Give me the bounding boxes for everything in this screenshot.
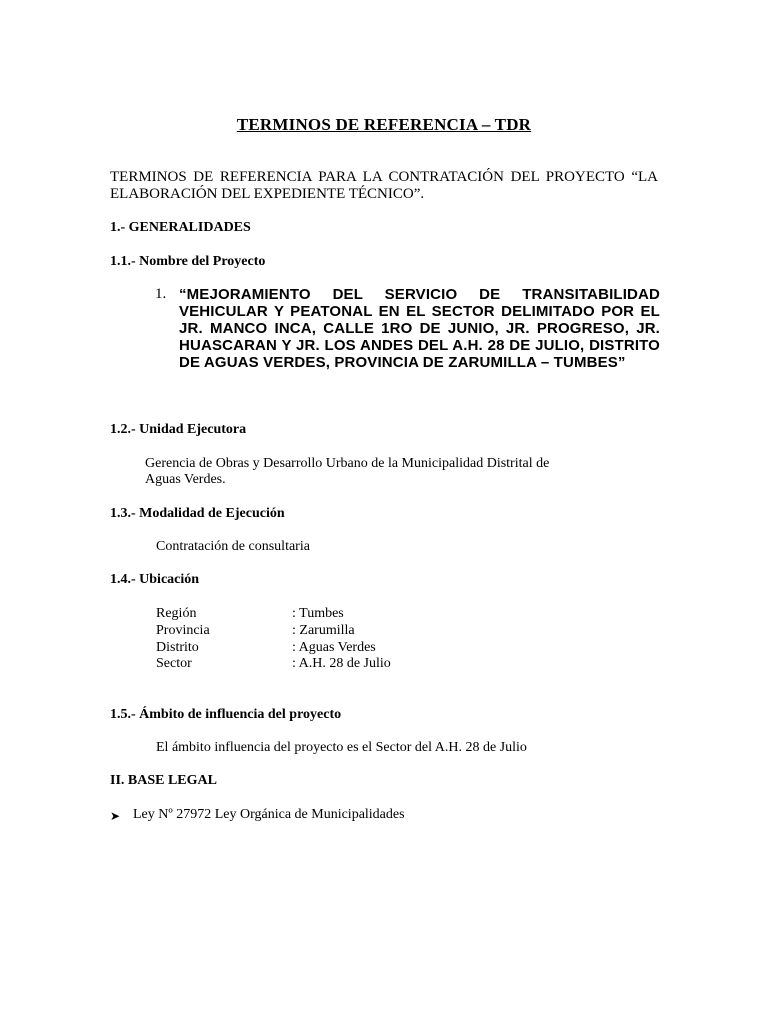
section-heading-generalidades: 1.- GENERALIDADES — [110, 220, 251, 235]
page-title: TERMINOS DE REFERENCIA – TDR — [236, 115, 532, 134]
ubicacion-value: : Zarumilla — [292, 623, 355, 638]
ubicacion-row-distrito — [156, 640, 556, 656]
ubicacion-value: : Aguas Verdes — [292, 640, 376, 655]
section-heading-modalidad: 1.3.- Modalidad de Ejecución — [110, 506, 285, 521]
intro-paragraph: TERMINOS DE REFERENCIA PARA LA CONTRATACIÓN DEL PROYECTO “LA ELABORACIÓN DEL EXPEDIENTE TÉCNICO”. — [110, 169, 658, 202]
unidad-ejecutora-line-2: Aguas Verdes. — [145, 472, 226, 487]
arrowhead-bullet-icon: ➤ — [110, 809, 121, 823]
section-heading-ambito: 1.5.- Ámbito de influencia del proyecto — [110, 707, 342, 722]
ubicacion-row-provincia — [156, 623, 556, 639]
base-legal-item: Ley Nº 27972 Ley Orgánica de Municipalidades — [133, 807, 405, 822]
modalidad-text: Contratación de consultaria — [156, 539, 310, 554]
ubicacion-key: Provincia — [156, 623, 210, 638]
ubicacion-value: : Tumbes — [292, 606, 344, 621]
ubicacion-row-region — [156, 606, 556, 622]
section-heading-base-legal: II. BASE LEGAL — [110, 773, 217, 788]
ubicacion-key: Distrito — [156, 640, 199, 655]
ambito-text: El ámbito influencia del proyecto es el Sector del A.H. 28 de Julio — [156, 740, 527, 755]
section-heading-ubicacion: 1.4.- Ubicación — [110, 572, 200, 587]
unidad-ejecutora-line-1: Gerencia de Obras y Desarrollo Urbano de la Municipalidad Distrital de — [145, 456, 550, 471]
ubicacion-key: Región — [156, 606, 197, 621]
list-item-number: 1. — [155, 286, 167, 302]
ubicacion-key: Sector — [156, 656, 192, 671]
section-heading-unidad-ejecutora: 1.2.- Unidad Ejecutora — [110, 422, 247, 437]
project-name: “MEJORAMIENTO DEL SERVICIO DE TRANSITABILIDAD VEHICULAR Y PEATONAL EN EL SECTOR DELIMITADO POR EL JR. MANCO INCA, CALLE 1RO DE JUNIO, JR. PROGRESO, JR. HUASCARAN Y JR. LOS ANDES DEL A.H. 28 DE JULIO, DISTRITO DE AGUAS VERDES, PROVINCIA DE ZARUMILLA – TUMBES” — [179, 286, 660, 371]
ubicacion-value: : A.H. 28 de Julio — [292, 656, 391, 671]
ubicacion-row-sector — [156, 656, 556, 672]
section-heading-nombre-proyecto: 1.1.- Nombre del Proyecto — [110, 254, 266, 269]
